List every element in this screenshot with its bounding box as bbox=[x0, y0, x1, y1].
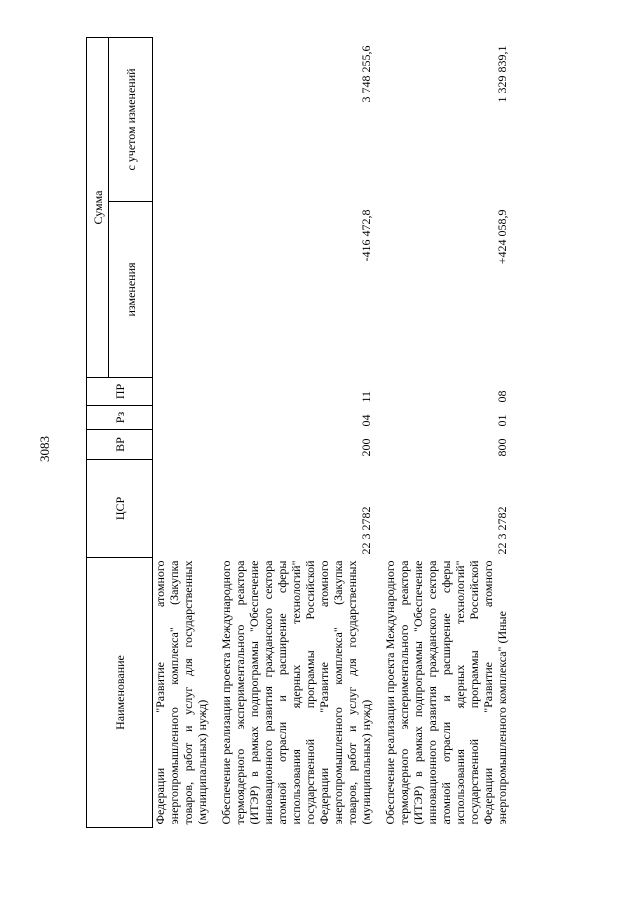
row-csr: 22 3 2782 bbox=[495, 506, 509, 555]
row-vr: 800 bbox=[495, 438, 509, 457]
row-name: Обеспечение реализации проекта Международного термоядерного экспериментального реактора (ИТЭР) в рамках подпрограммы "Обеспечение инновационного развития гражданского сектора атомной отрасли и расширение сферы использования ядерных технологий" государственной программы Российской Федерации "Развитие атомного энергопромышленного комплекса" (Иные bbox=[383, 560, 509, 825]
row-pr bbox=[153, 378, 210, 406]
header-with-changes: с учетом изменений bbox=[109, 37, 153, 201]
table-row bbox=[153, 37, 210, 827]
table-body bbox=[153, 37, 510, 827]
row-total: 3 748 255,6 bbox=[359, 45, 373, 103]
table-header bbox=[87, 37, 153, 827]
header-csr: ЦСР bbox=[87, 460, 153, 558]
row-csr bbox=[153, 460, 210, 558]
row-change: +424 058,9 bbox=[495, 209, 509, 265]
row-name: Федерации "Развитие атомного энергопромышленного комплекса" (Закупка товаров, работ и услуг для государственных (муниципальных) нужд) bbox=[153, 560, 209, 825]
row-csr: 22 3 2782 bbox=[359, 506, 373, 555]
page-number: 3083 bbox=[37, 436, 52, 462]
header-sum: Сумма bbox=[87, 37, 109, 377]
row-pr: 11 bbox=[359, 390, 373, 403]
row-vr: 200 bbox=[359, 438, 373, 457]
budget-table-page bbox=[86, 38, 606, 828]
header-pr: ПР bbox=[87, 378, 153, 406]
row-change: -416 472,8 bbox=[359, 209, 373, 262]
table-row bbox=[383, 37, 509, 827]
row-total bbox=[153, 37, 210, 201]
row-change bbox=[153, 202, 210, 378]
row-pr: 08 bbox=[495, 390, 509, 403]
row-total: 1 329 839,1 bbox=[495, 45, 509, 103]
budget-table bbox=[86, 37, 509, 828]
header-vr: ВР bbox=[87, 430, 153, 460]
table-row bbox=[219, 37, 373, 827]
row-name: Обеспечение реализации проекта Международного термоядерного экспериментального реактора (ИТЭР) в рамках подпрограммы "Обеспечение инновационного развития гражданского сектора атомной отрасли и расширение сферы использования ядерных технологий" государственной программы Российской Федерации "Развитие атомного энергопромышленного комплекса" (Закупка товаров, работ и услуг для государственных (муниципальных) нужд) bbox=[219, 560, 373, 825]
row-rz: 04 bbox=[359, 414, 373, 427]
row-vr bbox=[153, 430, 210, 460]
header-name: Наименование bbox=[87, 558, 153, 828]
header-change: изменения bbox=[109, 202, 153, 378]
row-rz bbox=[153, 406, 210, 430]
row-rz: 01 bbox=[495, 414, 509, 427]
header-rz: Рз bbox=[87, 406, 153, 430]
